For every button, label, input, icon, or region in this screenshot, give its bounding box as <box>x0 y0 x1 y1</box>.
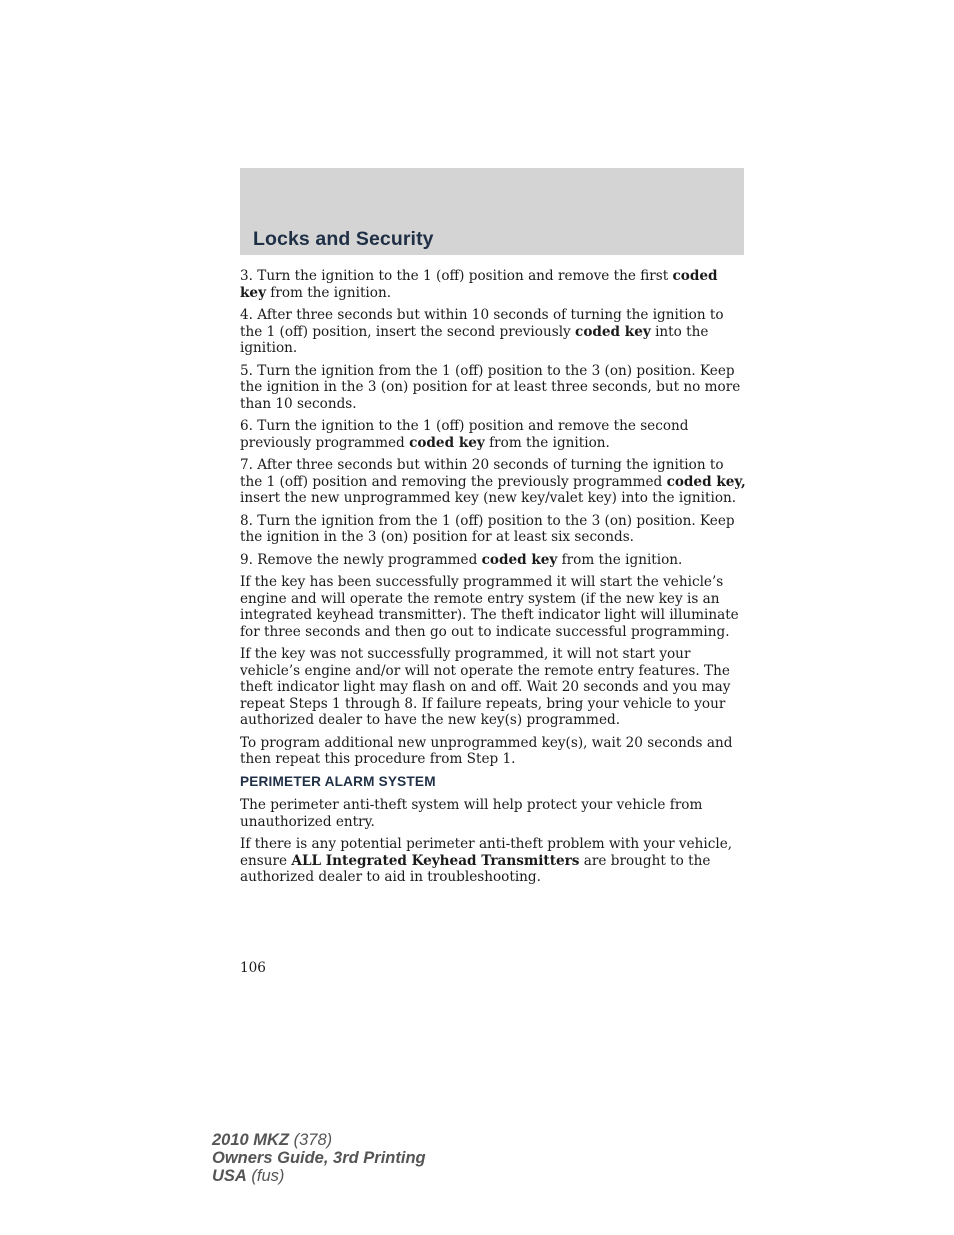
failure-paragraph: If the key was not successfully programmed, it will not start your vehicle’s engine and/or will not operate the remote entry features. The theft indicator light may flash on and off. Wait 20 seconds and you may repeat Steps 1 through 8. If failure repeats, bring your vehicle to your authorized dealer to have the new key(s) programmed. <box>240 646 731 728</box>
section-header-band <box>240 168 744 255</box>
perimeter-alarm-heading: PERIMETER ALARM SYSTEM <box>240 773 436 789</box>
page-number: 106 <box>240 960 266 976</box>
step-4: 4. After three seconds but within 10 seconds of turning the ignition to the 1 (off) position, insert the second previously coded key into the ignition. <box>240 307 724 356</box>
step-9: 9. Remove the newly programmed coded key from the ignition. <box>240 551 683 568</box>
perimeter-paragraph-1: The perimeter anti-theft system will help protect your vehicle from unauthorized entry. <box>240 797 703 830</box>
step-7: 7. After three seconds but within 20 seconds of turning the ignition to the 1 (off) position and removing the previously programmed coded key, insert the new unprogrammed key (new key/valet key) into the ignition. <box>240 457 746 506</box>
success-paragraph: If the key has been successfully programmed it will start the vehicle’s engine and will operate the remote entry system (if the new key is an integrated keyhead transmitter). The theft indicator light will illuminate for three seconds and then go out to indicate successful programming. <box>240 574 739 640</box>
step-3: 3. Turn the ignition to the 1 (off) position and remove the first coded key from the ignition. <box>240 268 718 301</box>
footer-edition-info <box>212 1131 426 1185</box>
footer-line-market: USA (fus) <box>212 1167 285 1185</box>
step-6: 6. Turn the ignition to the 1 (off) position and remove the second previously programmed coded key from the ignition. <box>240 418 689 451</box>
perimeter-paragraph-2: If there is any potential perimeter anti-theft problem with your vehicle, ensure ALL Integrated Keyhead Transmitters are brought to the authorized dealer to aid in troubleshooting. <box>240 836 733 885</box>
step-8: 8. Turn the ignition from the 1 (off) position to the 3 (on) position. Keep the ignition in the 3 (on) position for at least six seconds. <box>240 512 735 545</box>
additional-keys-paragraph: To program additional new unprogrammed key(s), wait 20 seconds and then repeat this procedure from Step 1. <box>240 734 733 767</box>
step-5: 5. Turn the ignition from the 1 (off) position to the 3 (on) position. Keep the ignition in the 3 (on) position for at least three seconds, but no more than 10 seconds. <box>240 362 741 412</box>
footer-line-model: 2010 MKZ (378) <box>212 1131 333 1149</box>
section-title: Locks and Security <box>253 228 434 250</box>
footer-line-guide: Owners Guide, 3rd Printing <box>212 1149 426 1167</box>
page-content <box>240 268 746 892</box>
